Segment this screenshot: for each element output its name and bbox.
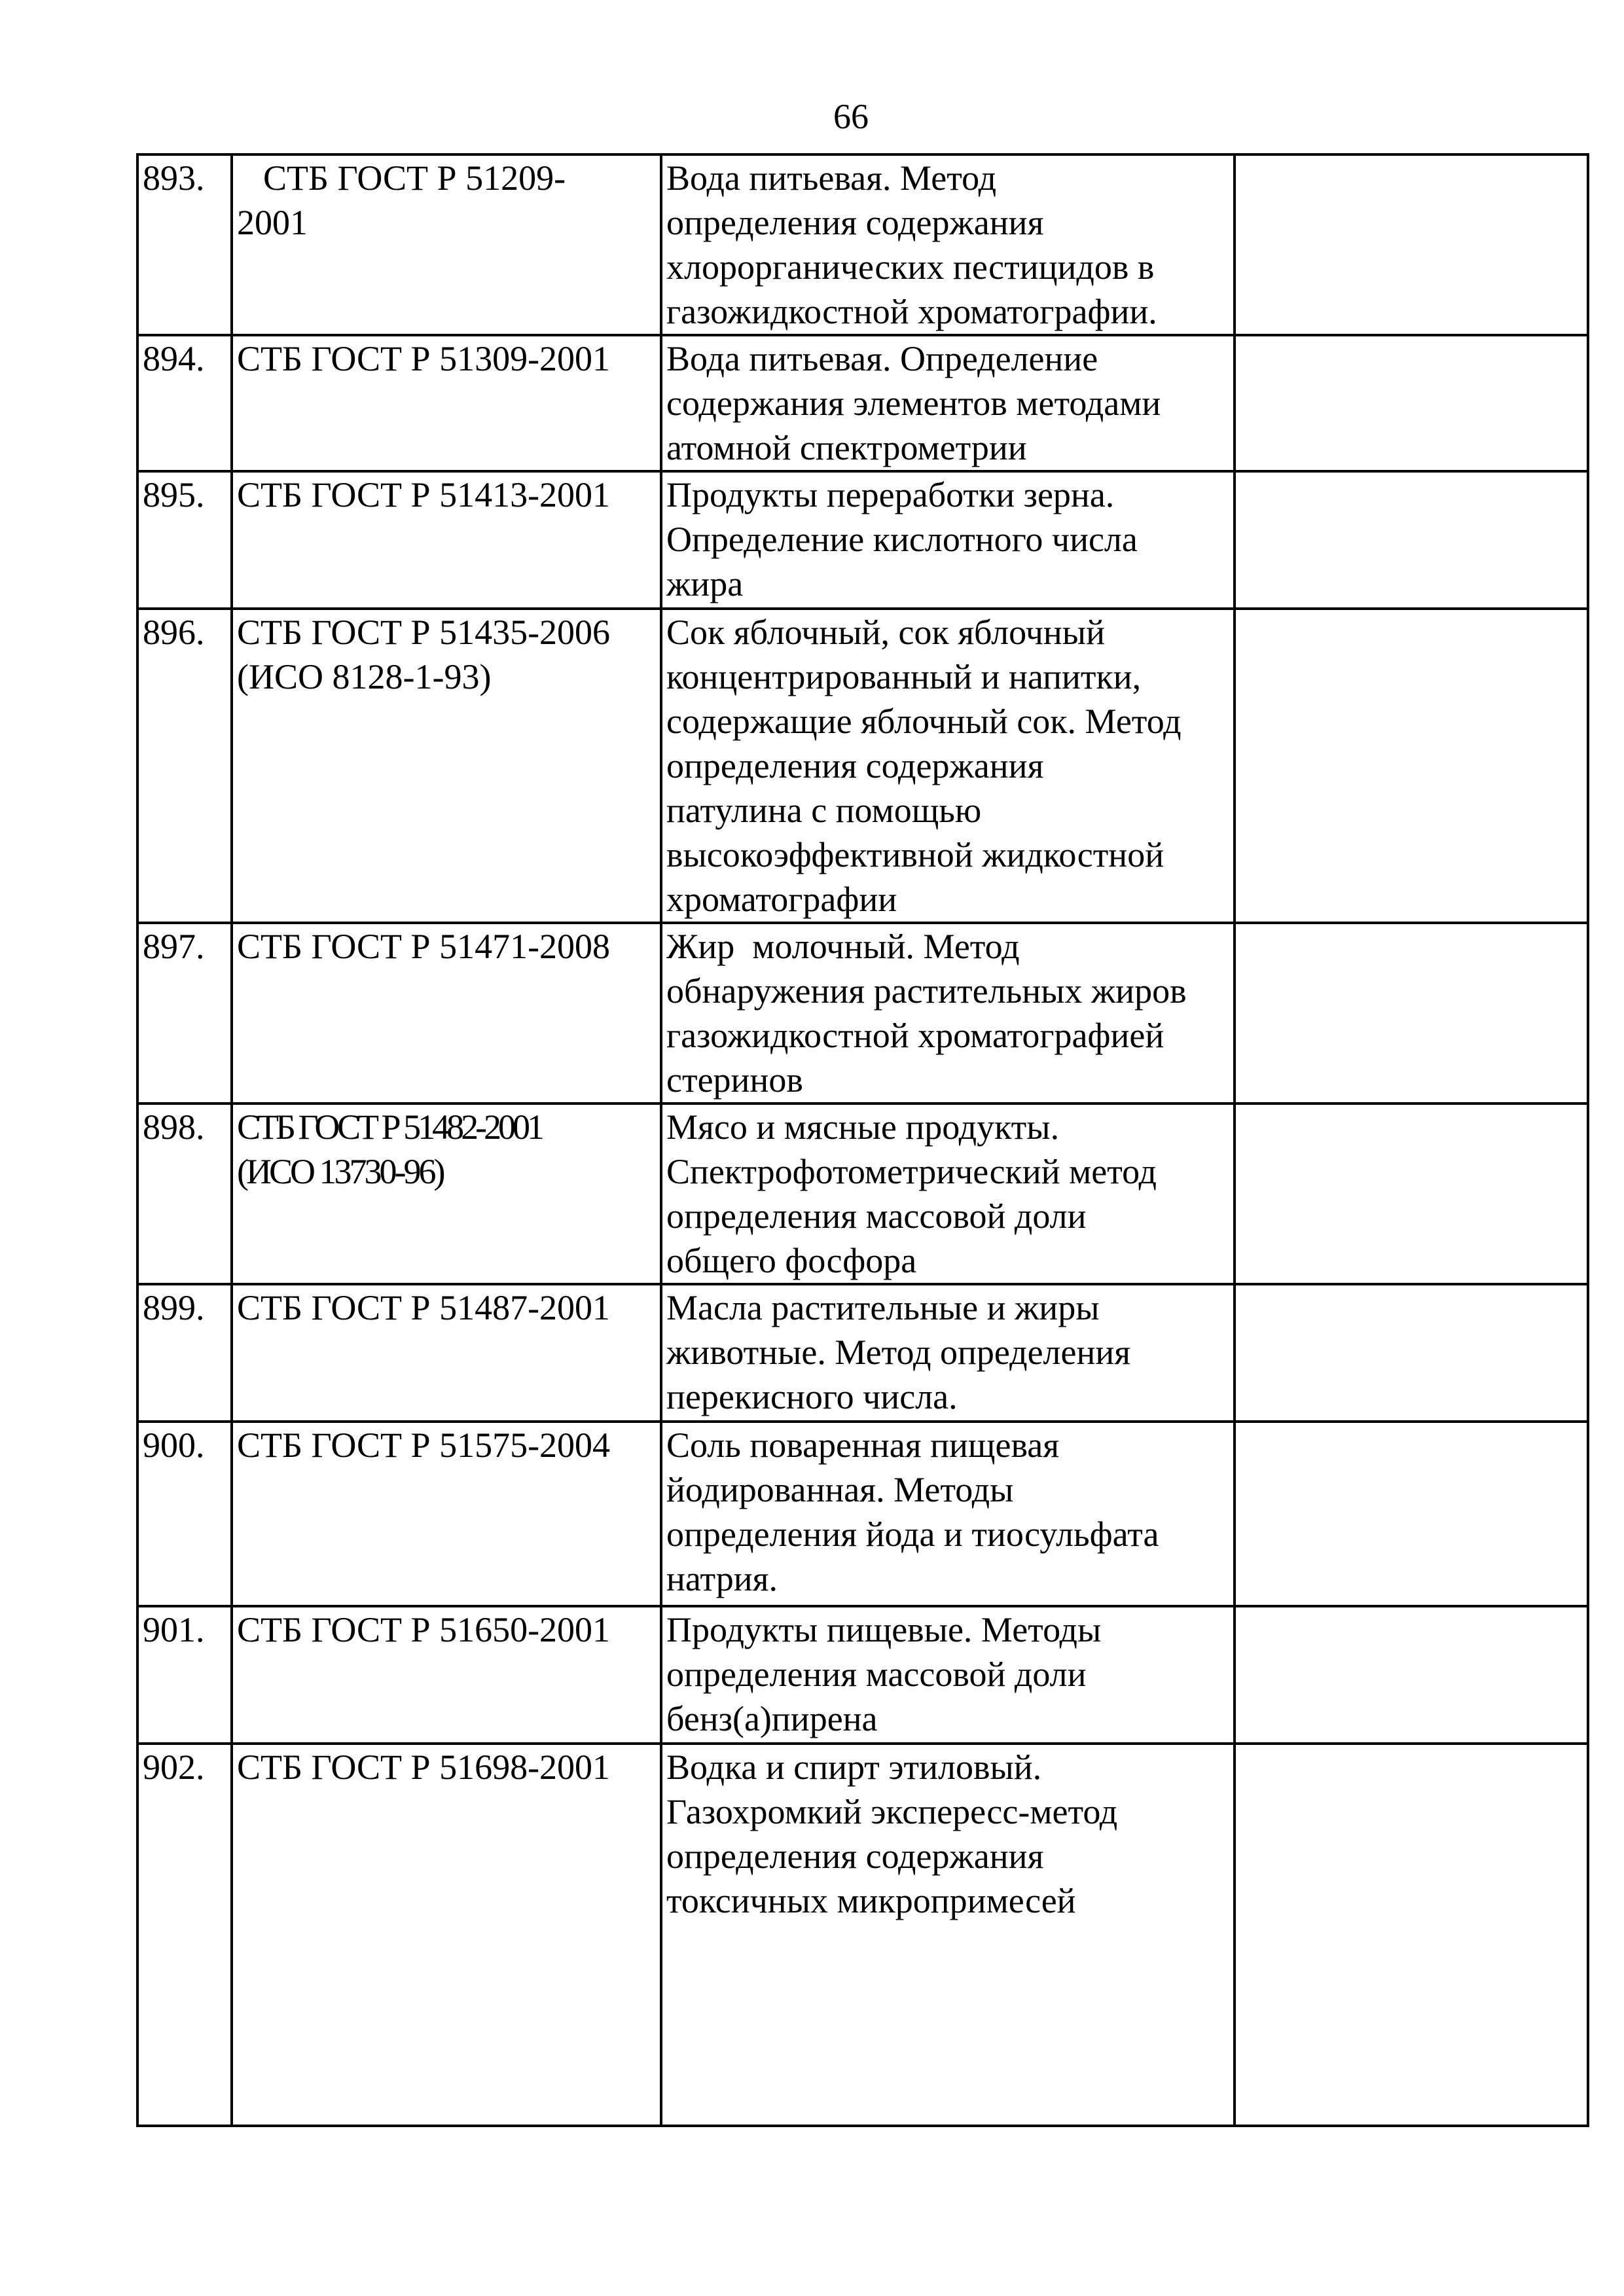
- standard-code-line: СТБ ГОСТ Р 51487-2001: [237, 1288, 611, 1327]
- empty-cell: [1235, 609, 1588, 923]
- standard-title-line: Продукты переработки зерна.: [666, 475, 1115, 514]
- standard-title-cell: [661, 1103, 1235, 1284]
- standard-title-line: патулина с помощью: [666, 791, 982, 830]
- standard-code-line: СТБ ГОСТ Р 51413-2001: [237, 475, 611, 514]
- standard-title-cell: [661, 1284, 1235, 1422]
- row-number-cell: [137, 609, 232, 923]
- row-number-cell: [137, 1606, 232, 1744]
- table-row: [137, 1284, 1588, 1422]
- standard-code-cell: [232, 1103, 661, 1284]
- standard-title-line: животные. Метод определения: [666, 1333, 1131, 1372]
- standard-title-line: обнаружения растительных жиров: [666, 971, 1187, 1011]
- standard-code-cell: [232, 923, 661, 1103]
- row-number: 899.: [143, 1288, 205, 1327]
- standard-title-line: определения содержания: [666, 746, 1044, 785]
- table-row: [137, 1103, 1588, 1284]
- standard-title-line: определения массовой доли: [666, 1655, 1087, 1694]
- standard-code-cell: [232, 471, 661, 609]
- standard-title-line: содержания элементов методами: [666, 384, 1161, 423]
- standard-title-line: Жир молочный. Метод: [666, 927, 1020, 966]
- standards-table: [136, 153, 1589, 2127]
- empty-cell: [1235, 1422, 1588, 1606]
- standard-code-line: СТБ ГОСТ Р 51209-: [263, 158, 566, 198]
- table-row: [137, 609, 1588, 923]
- standard-title-line: Газохромкий экспересс-метод: [666, 1792, 1118, 1831]
- row-number: 894.: [143, 339, 205, 378]
- row-number: 901.: [143, 1610, 205, 1649]
- row-number: 898.: [143, 1107, 205, 1147]
- standard-code-line: (ИСО 8128-1-93): [237, 657, 492, 696]
- standard-title-cell: [661, 1422, 1235, 1606]
- standard-code-cell: [232, 1744, 661, 2126]
- empty-cell: [1235, 335, 1588, 471]
- standard-title-line: определения содержания: [666, 1837, 1044, 1876]
- row-number-cell: [137, 1284, 232, 1422]
- row-number-cell: [137, 1422, 232, 1606]
- standard-title-line: хроматографии: [666, 880, 897, 919]
- standard-code-line: СТБ ГОСТ Р 51650-2001: [237, 1610, 611, 1649]
- standard-title-line: натрия.: [666, 1559, 778, 1598]
- standard-code-cell: [232, 335, 661, 471]
- standard-title-line: Водка и спирт этиловый.: [666, 1748, 1042, 1787]
- standard-title-line: концентрированный и напитки,: [666, 657, 1142, 696]
- standard-title-cell: [661, 154, 1235, 335]
- standard-title-line: общего фосфора: [666, 1241, 917, 1280]
- standard-code-line: (ИСО 13730-96): [237, 1152, 443, 1191]
- standard-title-line: Определение кислотного числа: [666, 520, 1138, 559]
- empty-cell: [1235, 1744, 1588, 2126]
- standard-code-cell: [232, 154, 661, 335]
- standard-title-line: содержащие яблочный сок. Метод: [666, 702, 1182, 741]
- standard-title-line: токсичных микропримесей: [666, 1881, 1076, 1920]
- table-row: [137, 335, 1588, 471]
- standard-title-line: определения содержания: [666, 203, 1044, 242]
- standard-title-line: Сок яблочный, сок яблочный: [666, 613, 1105, 652]
- standard-code-line: СТБ ГОСТ Р 51482-2001: [237, 1107, 542, 1147]
- standard-title-line: йодированная. Методы: [666, 1470, 1014, 1509]
- standard-code-line: СТБ ГОСТ Р 51435-2006: [237, 613, 611, 652]
- row-number-cell: [137, 923, 232, 1103]
- standard-title-line: Вода питьевая. Определение: [666, 339, 1098, 378]
- standard-code-line: СТБ ГОСТ Р 51698-2001: [237, 1748, 611, 1787]
- table-row: [137, 1422, 1588, 1606]
- standard-title-line: стеринов: [666, 1060, 803, 1100]
- standard-title-line: перекисного числа.: [666, 1377, 958, 1416]
- standard-code-cell: [232, 1284, 661, 1422]
- row-number-cell: [137, 154, 232, 335]
- standard-title-line: жира: [666, 564, 744, 603]
- standard-code-line: СТБ ГОСТ Р 51309-2001: [237, 339, 611, 378]
- standard-title-line: Мясо и мясные продукты.: [666, 1107, 1060, 1147]
- standard-title-line: газожидкостной хроматографией: [666, 1016, 1164, 1055]
- standard-title-cell: [661, 1744, 1235, 2126]
- row-number: 895.: [143, 475, 205, 514]
- table-row: [137, 1606, 1588, 1744]
- row-number-cell: [137, 471, 232, 609]
- standard-code-cell: [232, 609, 661, 923]
- empty-cell: [1235, 471, 1588, 609]
- row-number: 897.: [143, 927, 205, 966]
- row-number-cell: [137, 1103, 232, 1284]
- standard-title-line: определения массовой доли: [666, 1196, 1087, 1236]
- standard-title-line: Масла растительные и жиры: [666, 1288, 1100, 1327]
- standard-title-line: определения йода и тиосульфата: [666, 1515, 1159, 1554]
- table-row: [137, 923, 1588, 1103]
- standard-title-line: Продукты пищевые. Методы: [666, 1610, 1102, 1649]
- row-number-cell: [137, 335, 232, 471]
- standard-title-line: хлорорганических пестицидов в: [666, 247, 1155, 287]
- empty-cell: [1235, 1606, 1588, 1744]
- table-row: [137, 154, 1588, 335]
- table-row: [137, 1744, 1588, 2126]
- standard-title-line: Соль поваренная пищевая: [666, 1426, 1060, 1465]
- standard-code-cell: [232, 1422, 661, 1606]
- standard-title-line: высокоэффективной жидкостной: [666, 835, 1164, 874]
- empty-cell: [1235, 1284, 1588, 1422]
- standard-title-cell: [661, 923, 1235, 1103]
- standard-title-cell: [661, 335, 1235, 471]
- standard-title-cell: [661, 1606, 1235, 1744]
- empty-cell: [1235, 923, 1588, 1103]
- row-number: 893.: [143, 158, 205, 198]
- standard-title-cell: [661, 609, 1235, 923]
- standard-code-cell: [232, 1606, 661, 1744]
- standard-code-line: СТБ ГОСТ Р 51471-2008: [237, 927, 611, 966]
- table-row: [137, 471, 1588, 609]
- standard-title-line: бенз(а)пирена: [666, 1699, 878, 1738]
- row-number: 902.: [143, 1748, 205, 1787]
- standard-title-line: Вода питьевая. Метод: [666, 158, 997, 198]
- empty-cell: [1235, 154, 1588, 335]
- standard-title-cell: [661, 471, 1235, 609]
- empty-cell: [1235, 1103, 1588, 1284]
- standard-code-line: СТБ ГОСТ Р 51575-2004: [237, 1426, 611, 1465]
- standard-title-line: атомной спектрометрии: [666, 428, 1027, 467]
- standard-code-line: 2001: [237, 203, 308, 242]
- row-number-cell: [137, 1744, 232, 2126]
- standard-title-line: газожидкостной хроматографии.: [666, 292, 1157, 331]
- row-number: 900.: [143, 1426, 205, 1465]
- standard-title-line: Спектрофотометрический метод: [666, 1152, 1157, 1191]
- row-number: 896.: [143, 613, 205, 652]
- page-number: 66: [833, 97, 869, 136]
